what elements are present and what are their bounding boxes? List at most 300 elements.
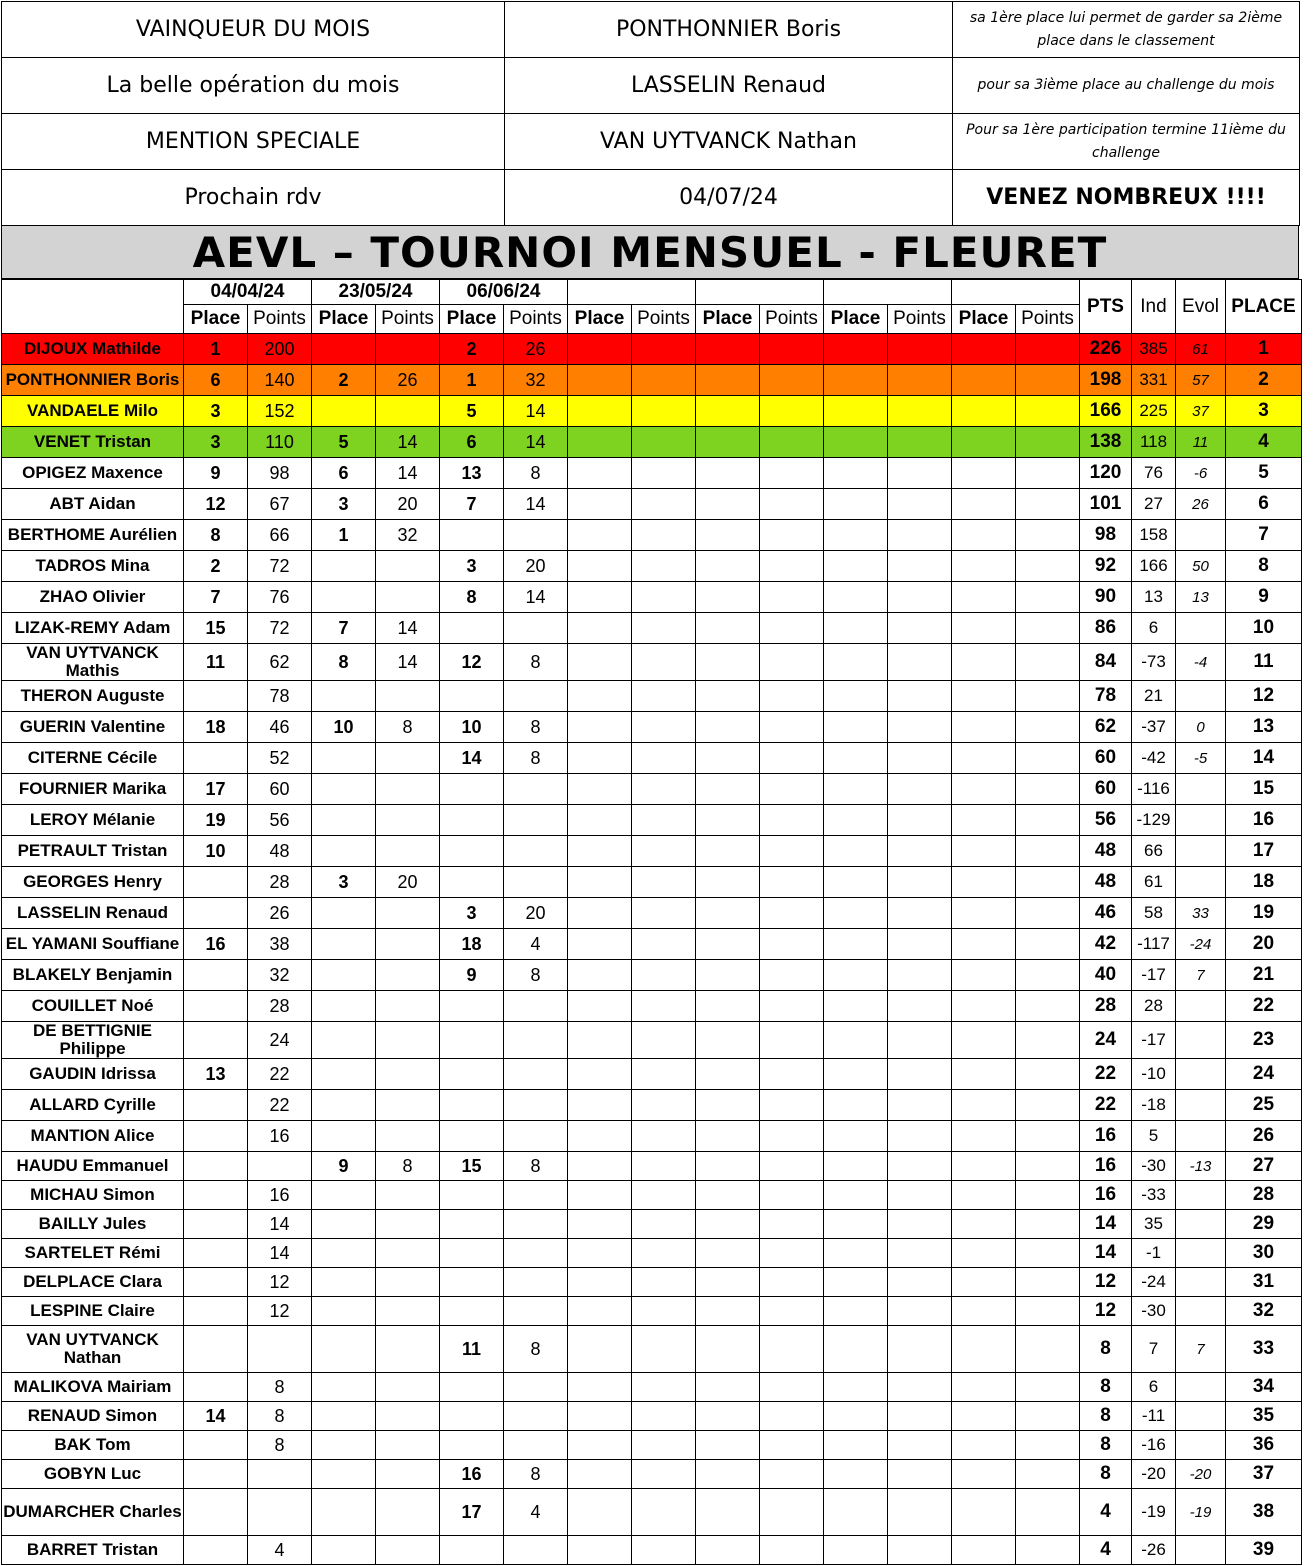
total-points: 56 <box>1080 805 1132 836</box>
tournament-place <box>440 1059 504 1090</box>
ranking-row <box>2 1326 1302 1373</box>
tournament-points <box>632 396 696 427</box>
tournament-place <box>824 1402 888 1431</box>
award-label: Prochain rdv <box>2 170 505 226</box>
tournament-place <box>824 712 888 743</box>
tournament-points <box>376 774 440 805</box>
tournament-points <box>632 520 696 551</box>
ranking-row <box>2 1090 1302 1121</box>
fencer-name: EL YAMANI Souffiane <box>2 929 184 960</box>
tournament-points <box>632 1090 696 1121</box>
tournament-date: 06/06/24 <box>440 280 568 305</box>
tournament-date <box>568 280 696 305</box>
tournament-place <box>184 1121 248 1152</box>
tournament-points <box>632 1121 696 1152</box>
index-value: -37 <box>1132 712 1176 743</box>
final-place: 16 <box>1226 805 1302 836</box>
tournament-place <box>696 1059 760 1090</box>
tournament-place <box>824 1022 888 1059</box>
tournament-place <box>568 1268 632 1297</box>
tournament-place <box>952 867 1016 898</box>
tournament-points <box>632 458 696 489</box>
fencer-name: HAUDU Emmanuel <box>2 1152 184 1181</box>
index-value: 35 <box>1132 1210 1176 1239</box>
final-place: 29 <box>1226 1210 1302 1239</box>
tournament-place <box>824 489 888 520</box>
tournament-place <box>440 613 504 644</box>
tournament-place <box>824 1268 888 1297</box>
tournament-points <box>504 1181 568 1210</box>
tournament-place: 6 <box>440 427 504 458</box>
evolution-value <box>1176 1210 1226 1239</box>
tournament-points <box>888 1536 952 1565</box>
tournament-place <box>696 520 760 551</box>
tournament-place <box>568 427 632 458</box>
tournament-place <box>440 774 504 805</box>
tournament-place <box>696 644 760 681</box>
ranking-row <box>2 1181 1302 1210</box>
tournament-points <box>1016 743 1080 774</box>
tournament-place <box>952 805 1016 836</box>
evolution-value <box>1176 1268 1226 1297</box>
tournament-points <box>1016 1152 1080 1181</box>
tournament-points <box>760 1268 824 1297</box>
tournament-place: 15 <box>184 613 248 644</box>
tournament-points <box>1016 1239 1080 1268</box>
tournament-points <box>632 489 696 520</box>
tournament-place <box>696 898 760 929</box>
fencer-name: LEROY Mélanie <box>2 805 184 836</box>
tournament-points: 20 <box>376 867 440 898</box>
index-value: -26 <box>1132 1536 1176 1565</box>
tournament-place: 13 <box>184 1059 248 1090</box>
tournament-points <box>632 644 696 681</box>
final-place: 39 <box>1226 1536 1302 1565</box>
tournament-points <box>1016 1536 1080 1565</box>
tournament-points <box>760 458 824 489</box>
award-note: VENEZ NOMBREUX !!!! <box>953 170 1300 226</box>
tournament-date: 23/05/24 <box>312 280 440 305</box>
place-header: PLACE <box>1226 280 1302 334</box>
tournament-place <box>568 1181 632 1210</box>
final-place: 28 <box>1226 1181 1302 1210</box>
tournament-place <box>184 1373 248 1402</box>
tournament-place <box>824 805 888 836</box>
total-points: 22 <box>1080 1059 1132 1090</box>
tournament-place <box>824 1239 888 1268</box>
tournament-place <box>824 1090 888 1121</box>
tournament-points <box>760 805 824 836</box>
tournament-points: 38 <box>248 929 312 960</box>
index-value: -73 <box>1132 644 1176 681</box>
total-points: 8 <box>1080 1402 1132 1431</box>
tournament-points <box>632 1431 696 1460</box>
total-points: 12 <box>1080 1297 1132 1326</box>
tournament-points: 60 <box>248 774 312 805</box>
tournament-points <box>632 929 696 960</box>
tournament-place <box>696 396 760 427</box>
final-place: 11 <box>1226 644 1302 681</box>
final-place: 27 <box>1226 1152 1302 1181</box>
tournament-place <box>696 1373 760 1402</box>
tournament-points <box>248 1460 312 1489</box>
index-value: 225 <box>1132 396 1176 427</box>
fencer-name: COUILLET Noé <box>2 991 184 1022</box>
tournament-place <box>696 489 760 520</box>
tournament-points <box>760 1239 824 1268</box>
tournament-place <box>312 1210 376 1239</box>
ranking-row <box>2 960 1302 991</box>
tournament-place <box>696 1022 760 1059</box>
tournament-place <box>824 458 888 489</box>
index-value: -10 <box>1132 1059 1176 1090</box>
evolution-value: 26 <box>1176 489 1226 520</box>
tournament-place: 6 <box>312 458 376 489</box>
final-place: 31 <box>1226 1268 1302 1297</box>
tournament-points <box>632 712 696 743</box>
tournament-points <box>760 427 824 458</box>
tournament-points: 8 <box>504 1326 568 1373</box>
tournament-place <box>696 1210 760 1239</box>
tournament-place: 10 <box>184 836 248 867</box>
index-value: -18 <box>1132 1090 1176 1121</box>
tournament-points <box>1016 681 1080 712</box>
ranking-row <box>2 1431 1302 1460</box>
tournament-points <box>1016 1181 1080 1210</box>
tournament-place <box>952 520 1016 551</box>
tournament-place: 12 <box>440 644 504 681</box>
tournament-points <box>376 334 440 365</box>
final-place: 34 <box>1226 1373 1302 1402</box>
tournament-place <box>440 1373 504 1402</box>
tournament-points <box>888 712 952 743</box>
tournament-place <box>696 1268 760 1297</box>
place-col-header: Place <box>184 305 248 334</box>
tournament-place <box>568 613 632 644</box>
tournament-place <box>952 1239 1016 1268</box>
ranking-row <box>2 991 1302 1022</box>
tournament-place <box>696 1297 760 1326</box>
tournament-place: 7 <box>312 613 376 644</box>
tournament-points <box>760 1326 824 1373</box>
tournament-date: 04/04/24 <box>184 280 312 305</box>
tournament-place <box>568 743 632 774</box>
fencer-name: THERON Auguste <box>2 681 184 712</box>
tournament-place <box>952 1536 1016 1565</box>
tournament-place: 1 <box>184 334 248 365</box>
tournament-points <box>1016 867 1080 898</box>
fencer-name: BARRET Tristan <box>2 1536 184 1565</box>
tournament-place: 14 <box>184 1402 248 1431</box>
award-row <box>2 2 1300 58</box>
total-points: 62 <box>1080 712 1132 743</box>
ranking-row <box>2 836 1302 867</box>
tournament-place <box>440 1210 504 1239</box>
evolution-value <box>1176 867 1226 898</box>
tournament-points <box>1016 644 1080 681</box>
tournament-points <box>504 1059 568 1090</box>
fencer-name: RENAUD Simon <box>2 1402 184 1431</box>
tournament-points <box>888 1181 952 1210</box>
tournament-points <box>376 1239 440 1268</box>
tournament-place <box>824 1210 888 1239</box>
tournament-points <box>1016 991 1080 1022</box>
index-value: -16 <box>1132 1431 1176 1460</box>
tournament-place: 15 <box>440 1152 504 1181</box>
tournament-points <box>632 334 696 365</box>
tournament-place <box>440 1536 504 1565</box>
tournament-points <box>888 929 952 960</box>
tournament-points <box>760 489 824 520</box>
tournament-points <box>632 1373 696 1402</box>
tournament-points <box>760 1297 824 1326</box>
award-note: sa 1ère place lui permet de garder sa 2ième place dans le classement <box>953 2 1300 58</box>
fencer-name: GEORGES Henry <box>2 867 184 898</box>
tournament-points: 8 <box>504 1152 568 1181</box>
ind-header: Ind <box>1132 280 1176 334</box>
tournament-points <box>760 1059 824 1090</box>
tournament-points <box>760 396 824 427</box>
tournament-place: 8 <box>184 520 248 551</box>
evolution-value <box>1176 1297 1226 1326</box>
tournament-points <box>376 805 440 836</box>
tournament-place: 9 <box>440 960 504 991</box>
fencer-name: DUMARCHER Charles <box>2 1489 184 1536</box>
final-place: 22 <box>1226 991 1302 1022</box>
tournament-place <box>312 1090 376 1121</box>
tournament-points <box>1016 836 1080 867</box>
ranking-row <box>2 743 1302 774</box>
final-place: 5 <box>1226 458 1302 489</box>
evolution-value <box>1176 1536 1226 1565</box>
tournament-points <box>376 681 440 712</box>
award-row <box>2 170 1300 226</box>
tournament-place: 17 <box>440 1489 504 1536</box>
points-col-header: Points <box>504 305 568 334</box>
tournament-place <box>568 1460 632 1489</box>
total-points: 8 <box>1080 1431 1132 1460</box>
tournament-place <box>952 489 1016 520</box>
tournament-place <box>952 644 1016 681</box>
tournament-points: 4 <box>504 929 568 960</box>
total-points: 48 <box>1080 836 1132 867</box>
tournament-points <box>888 991 952 1022</box>
tournament-points <box>376 1022 440 1059</box>
tournament-place <box>568 836 632 867</box>
total-points: 42 <box>1080 929 1132 960</box>
tournament-points <box>1016 1090 1080 1121</box>
evolution-value <box>1176 1402 1226 1431</box>
tournament-place <box>440 1239 504 1268</box>
tournament-place <box>312 1239 376 1268</box>
tournament-points: 110 <box>248 427 312 458</box>
tournament-place <box>312 1121 376 1152</box>
index-value: -117 <box>1132 929 1176 960</box>
award-name: LASSELIN Renaud <box>505 58 953 114</box>
final-place: 37 <box>1226 1460 1302 1489</box>
index-value: 66 <box>1132 836 1176 867</box>
tournament-points <box>376 960 440 991</box>
tournament-points <box>760 1090 824 1121</box>
evolution-value <box>1176 1431 1226 1460</box>
award-name: PONTHONNIER Boris <box>505 2 953 58</box>
tournament-place <box>312 1460 376 1489</box>
total-points: 8 <box>1080 1460 1132 1489</box>
tournament-points <box>888 1022 952 1059</box>
tournament-points <box>632 1326 696 1373</box>
tournament-points: 8 <box>376 712 440 743</box>
tournament-points <box>760 836 824 867</box>
total-points: 12 <box>1080 1268 1132 1297</box>
tournament-points: 14 <box>376 613 440 644</box>
tournament-place <box>696 1152 760 1181</box>
tournament-points: 8 <box>504 712 568 743</box>
tournament-place <box>696 774 760 805</box>
index-value: 6 <box>1132 1373 1176 1402</box>
tournament-points <box>376 1460 440 1489</box>
tournament-place <box>952 582 1016 613</box>
index-value: -33 <box>1132 1181 1176 1210</box>
tournament-points: 24 <box>248 1022 312 1059</box>
tournament-place <box>824 1489 888 1536</box>
award-name: VAN UYTVANCK Nathan <box>505 114 953 170</box>
tournament-date <box>952 280 1080 305</box>
tournament-place <box>568 1536 632 1565</box>
final-place: 25 <box>1226 1090 1302 1121</box>
total-points: 48 <box>1080 867 1132 898</box>
tournament-points <box>1016 1210 1080 1239</box>
fencer-name: FOURNIER Marika <box>2 774 184 805</box>
tournament-points <box>888 520 952 551</box>
final-place: 9 <box>1226 582 1302 613</box>
tournament-place <box>568 1297 632 1326</box>
tournament-place <box>696 1460 760 1489</box>
tournament-place <box>824 1373 888 1402</box>
tournament-place <box>568 489 632 520</box>
tournament-place <box>568 774 632 805</box>
tournament-points <box>760 1402 824 1431</box>
ranking-row <box>2 1297 1302 1326</box>
tournament-points <box>1016 334 1080 365</box>
fencer-name: VAN UYTVANCK Nathan <box>2 1326 184 1373</box>
tournament-points <box>1016 396 1080 427</box>
tournament-points <box>376 1268 440 1297</box>
tournament-place <box>568 867 632 898</box>
total-points: 198 <box>1080 365 1132 396</box>
tournament-points <box>760 551 824 582</box>
tournament-place <box>312 1326 376 1373</box>
tournament-place <box>568 520 632 551</box>
tournament-points <box>760 520 824 551</box>
tournament-place <box>824 774 888 805</box>
tournament-points <box>760 1536 824 1565</box>
index-value: 21 <box>1132 681 1176 712</box>
tournament-place <box>952 681 1016 712</box>
total-points: 16 <box>1080 1152 1132 1181</box>
tournament-place <box>952 1326 1016 1373</box>
tournament-place <box>952 774 1016 805</box>
tournament-points <box>760 1373 824 1402</box>
final-place: 32 <box>1226 1297 1302 1326</box>
tournament-place <box>312 743 376 774</box>
place-col-header: Place <box>824 305 888 334</box>
tournament-place <box>696 458 760 489</box>
tournament-points: 76 <box>248 582 312 613</box>
tournament-points <box>888 1460 952 1489</box>
tournament-place: 13 <box>440 458 504 489</box>
ranking-row <box>2 1402 1302 1431</box>
tournament-points <box>760 774 824 805</box>
tournament-points <box>888 1373 952 1402</box>
tournament-points <box>1016 1022 1080 1059</box>
tournament-points <box>504 836 568 867</box>
tournament-points: 28 <box>248 991 312 1022</box>
total-points: 86 <box>1080 613 1132 644</box>
ranking-row <box>2 427 1302 458</box>
tournament-points <box>888 644 952 681</box>
tournament-place <box>568 551 632 582</box>
tournament-place: 10 <box>312 712 376 743</box>
ranking-row <box>2 520 1302 551</box>
tournament-points <box>632 1297 696 1326</box>
tournament-place <box>824 1536 888 1565</box>
tournament-place: 3 <box>440 898 504 929</box>
awards-table <box>1 1 1300 226</box>
tournament-place <box>312 334 376 365</box>
evolution-value <box>1176 1121 1226 1152</box>
tournament-place <box>568 681 632 712</box>
tournament-points <box>632 1239 696 1268</box>
tournament-place: 11 <box>184 644 248 681</box>
tournament-points <box>632 427 696 458</box>
ranking-row <box>2 458 1302 489</box>
tournament-place <box>568 1210 632 1239</box>
tournament-points <box>1016 1121 1080 1152</box>
award-label: La belle opération du mois <box>2 58 505 114</box>
tournament-points <box>632 960 696 991</box>
tournament-points <box>760 681 824 712</box>
tournament-points <box>632 1022 696 1059</box>
place-col-header: Place <box>696 305 760 334</box>
tournament-points <box>376 1121 440 1152</box>
tournament-points <box>760 334 824 365</box>
tournament-points <box>760 1489 824 1536</box>
tournament-place: 11 <box>440 1326 504 1373</box>
tournament-points <box>1016 365 1080 396</box>
fencer-name: MANTION Alice <box>2 1121 184 1152</box>
tournament-place: 1 <box>440 365 504 396</box>
tournament-place <box>952 1402 1016 1431</box>
fencer-name: BERTHOME Aurélien <box>2 520 184 551</box>
total-points: 14 <box>1080 1210 1132 1239</box>
tournament-points <box>248 1152 312 1181</box>
tournament-points: 98 <box>248 458 312 489</box>
tournament-place <box>568 1489 632 1536</box>
tournament-points <box>888 1239 952 1268</box>
tournament-points <box>888 867 952 898</box>
evolution-value: -6 <box>1176 458 1226 489</box>
tournament-points: 67 <box>248 489 312 520</box>
tournament-points <box>632 1152 696 1181</box>
tournament-place <box>440 805 504 836</box>
final-place: 2 <box>1226 365 1302 396</box>
tournament-points <box>504 681 568 712</box>
ranking-row <box>2 365 1302 396</box>
tournament-points <box>504 991 568 1022</box>
tournament-points: 22 <box>248 1090 312 1121</box>
tournament-points: 48 <box>248 836 312 867</box>
tournament-points <box>1016 1268 1080 1297</box>
